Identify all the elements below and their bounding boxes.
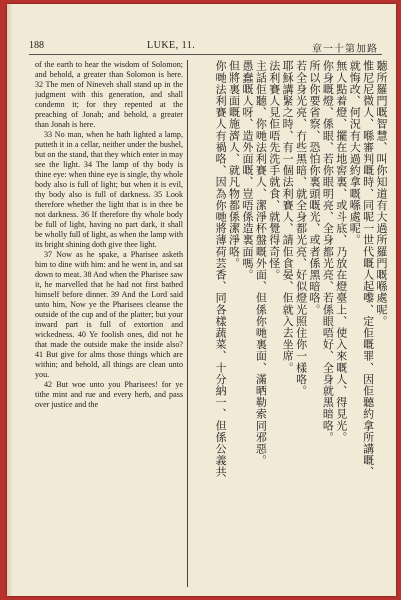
chinese-line: 所以你要省察、恐怕你裏頭嘅光、或者係黑暗咯。 — [307, 60, 320, 316]
column-divider — [187, 60, 188, 587]
chinese-line: 你身嘅燈、係眼、若你眼明亮、全身都光亮、若係眼唔好、全身就黑暗咯。 — [321, 60, 334, 443]
chinese-line: 你哋法利賽人有禍咯、因為你哋將薄荷芸香、同各樣蔬菜、十分納一、但係公義共 — [214, 60, 227, 478]
page-number: 188 — [29, 40, 44, 51]
chinese-line: 愚蠢嘅人呀、造外面嘅、豈唔係造裏面嗎。 — [240, 60, 253, 281]
english-paragraph: of the earth to hear the wisdom of Solomon; and behold, a greater than Solomon is here. 32 The men of Nineveh shall stand up in the judgment with this generation, and shall condemn it; for they repented at the preaching of Jonah; and behold, a greater than Jonah is here. — [35, 60, 183, 129]
page-gutter-shadow — [7, 4, 13, 596]
chinese-line: 法利賽人見佢唔先洗手就食、就覺得奇怪。 — [267, 60, 280, 281]
chinese-text-column — [193, 60, 387, 587]
page-header — [29, 40, 382, 55]
english-paragraph: 42 But woe unto you Pharisees! for ye tithe mint and rue and every herb, and pass over justice and the — [35, 380, 183, 409]
chinese-line: 聽所羅門嘅智慧、叫你知道有大過所羅門嘅喺處呢。 — [375, 60, 387, 327]
english-paragraph: 33 No man, when he hath lighted a lamp, putteth it in a cellar, neither under the bushel, but on the stand, that they which enter in may see the light. 34 The lamp of thy body is thine eye: when thine eye is single, thy whole body also is full of light; but when it is evil, thy body also is full of darkness. 35 Look therefore whether the light that is in thee be not darkness. 36 If therefore thy whole body be full of light, having no part dark, it shall be wholly full of light, as when the lamp with its bright shining doth give thee light. — [35, 130, 183, 249]
chinese-line: 耶穌講緊之時、有一個法利賽人、請佢食晏、佢就入去坐席。 — [281, 60, 294, 374]
chinese-line: 主話佢聽、你哋法利賽人、潔淨杯盤嘅外面、但係你哋裏面、滿晒勒索同邪惡。 — [254, 60, 267, 466]
running-title-english: LUKE, 11. — [147, 40, 196, 51]
chinese-line: 但將裏面嘅施濟人、就凡物都係潔淨咯。 — [227, 60, 240, 269]
chinese-line: 就悔改、何況有大過約拿嘅喺處呢。 — [348, 60, 361, 246]
chinese-line: 若全身光亮、冇些黑暗、就全身都光亮、好似燈光照住你一樣咯。 — [294, 60, 307, 397]
chinese-line: 惟尼尼微人、喺審判嘅時、同呢一世代嘅人起嚟、定佢嘅罪、因佢聽約拿所講嘅、 — [361, 60, 374, 478]
book-page — [7, 4, 396, 596]
chinese-line: 無人點着燈、擺在地窖裏、或斗底、乃放在燈臺上、使入來嘅人、得見光。 — [334, 60, 347, 443]
english-paragraph: 37 Now as he spake, a Pharisee asketh him to dine with him: and he went in, and sat down to meat. 38 And when the Pharisee saw it, he marvelled that he had not first bathed himself before dinner. 39 And the Lord said unto him, Now ye the Pharisees cleanse the outside of the cup and of the platter; but your inward part is full of extortion and wickedness. 40 Ye foolish ones, did not he that made the outside make the inside also? 41 But give for alms those things which are within; and behold, all things are clean unto you. — [35, 250, 183, 379]
running-title-chinese: 章一十第加路 — [312, 44, 378, 55]
english-text-column — [35, 60, 183, 587]
